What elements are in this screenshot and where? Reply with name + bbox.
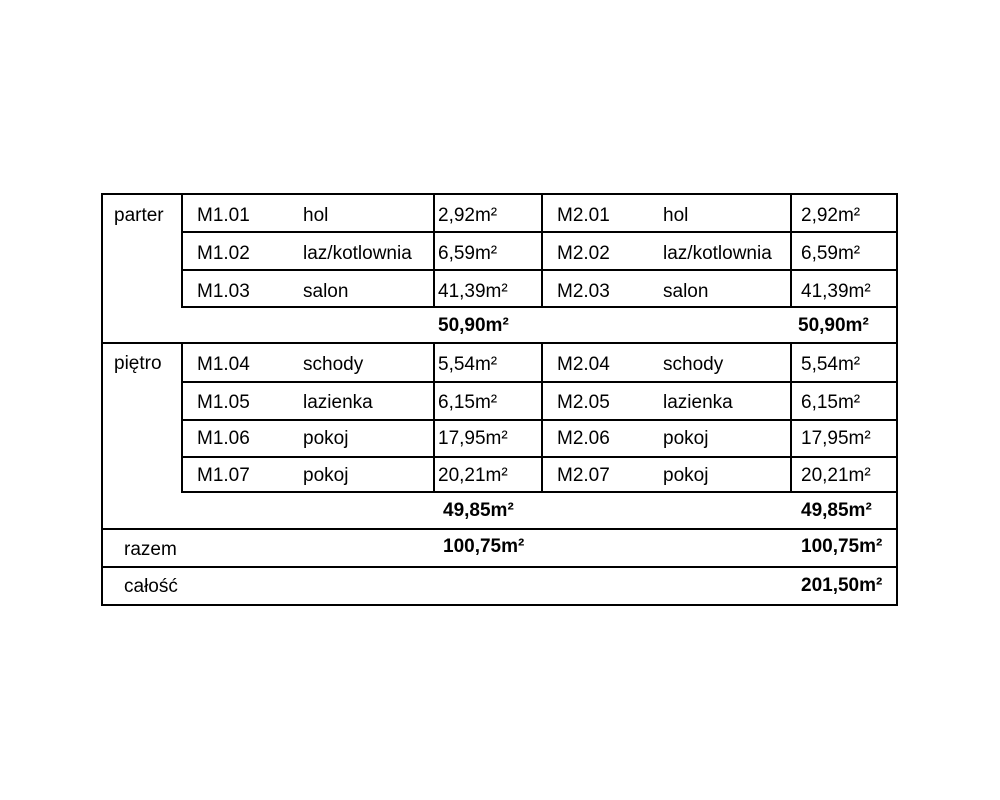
room-code: M1.03 xyxy=(197,281,250,302)
room-name: laz/kotlownia xyxy=(303,243,412,264)
column-divider xyxy=(541,193,543,308)
room-area: 6,59m² xyxy=(438,243,498,264)
pietro-subtotal-2: 49,85m² xyxy=(801,500,872,521)
room-area: 20,21m² xyxy=(801,465,871,486)
calosc-label: całość xyxy=(124,576,178,597)
room-code: M2.04 xyxy=(557,354,610,375)
row-divider xyxy=(101,342,898,344)
column-divider xyxy=(541,342,543,493)
column-divider xyxy=(433,193,435,308)
room-name: lazienka xyxy=(663,392,733,413)
room-name: schody xyxy=(303,354,364,375)
table-border xyxy=(101,604,898,606)
table-border xyxy=(896,193,898,606)
room-name: salon xyxy=(663,281,709,302)
razem-value-1: 100,75m² xyxy=(443,536,525,557)
room-area: 5,54m² xyxy=(438,354,498,375)
room-area: 6,15m² xyxy=(438,392,498,413)
table-border xyxy=(101,193,103,606)
section-label-parter: parter xyxy=(114,205,164,226)
column-divider xyxy=(790,342,792,493)
razem-label: razem xyxy=(124,539,177,560)
column-divider xyxy=(181,342,183,493)
room-code: M2.01 xyxy=(557,205,610,226)
room-name: pokoj xyxy=(303,465,349,486)
room-area: 6,59m² xyxy=(801,243,861,264)
calosc-value: 201,50m² xyxy=(801,575,883,596)
room-name: laz/kotlownia xyxy=(663,243,772,264)
room-name: pokoj xyxy=(663,428,709,449)
room-code: M1.06 xyxy=(197,428,250,449)
room-area: 2,92m² xyxy=(801,205,861,226)
room-code: M2.06 xyxy=(557,428,610,449)
room-name: pokoj xyxy=(303,428,349,449)
room-name: hol xyxy=(303,205,329,226)
room-area: 20,21m² xyxy=(438,465,508,486)
room-code: M2.02 xyxy=(557,243,610,264)
razem-value-2: 100,75m² xyxy=(801,536,883,557)
table-border xyxy=(101,193,898,195)
room-name: schody xyxy=(663,354,724,375)
room-code: M2.05 xyxy=(557,392,610,413)
room-name: hol xyxy=(663,205,689,226)
room-code: M1.04 xyxy=(197,354,250,375)
row-divider xyxy=(101,566,898,568)
room-area: 17,95m² xyxy=(801,428,871,449)
pietro-subtotal-1: 49,85m² xyxy=(443,500,514,521)
room-code: M1.01 xyxy=(197,205,250,226)
room-code: M2.03 xyxy=(557,281,610,302)
room-name: pokoj xyxy=(663,465,709,486)
room-area: 6,15m² xyxy=(801,392,861,413)
room-code: M1.05 xyxy=(197,392,250,413)
room-area: 41,39m² xyxy=(801,281,871,302)
column-divider xyxy=(790,193,792,308)
room-area: 2,92m² xyxy=(438,205,498,226)
room-area: 5,54m² xyxy=(801,354,861,375)
column-divider xyxy=(433,342,435,493)
room-area: 17,95m² xyxy=(438,428,508,449)
parter-subtotal-1: 50,90m² xyxy=(438,315,509,336)
parter-subtotal-2: 50,90m² xyxy=(798,315,869,336)
room-name: salon xyxy=(303,281,349,302)
room-code: M1.07 xyxy=(197,465,250,486)
room-area: 41,39m² xyxy=(438,281,508,302)
column-divider xyxy=(181,193,183,308)
room-code: M2.07 xyxy=(557,465,610,486)
section-label-pietro: piętro xyxy=(114,353,162,374)
room-name: lazienka xyxy=(303,392,373,413)
row-divider xyxy=(101,528,898,530)
room-code: M1.02 xyxy=(197,243,250,264)
